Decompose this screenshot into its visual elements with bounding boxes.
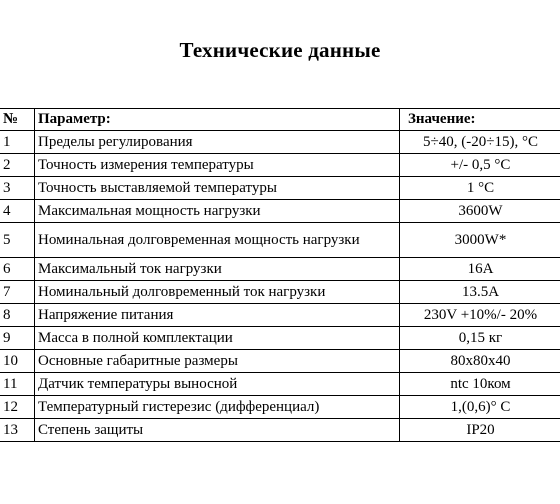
- row-value: 3000W*: [400, 223, 560, 258]
- table-row: [0, 304, 560, 327]
- row-parameter: Максимальная мощность нагрузки: [35, 200, 400, 223]
- table-row: [0, 200, 560, 223]
- row-value: 16А: [400, 258, 560, 281]
- row-value: 230V +10%/- 20%: [400, 304, 560, 327]
- row-parameter: Номинальная долговременная мощность нагрузки: [35, 223, 400, 258]
- row-number: 11: [0, 373, 35, 396]
- row-parameter: Температурный гистерезис (дифференциал): [35, 396, 400, 419]
- table-row: [0, 131, 560, 154]
- table-row: [0, 419, 560, 442]
- table-row: [0, 350, 560, 373]
- row-value: 3600W: [400, 200, 560, 223]
- row-parameter: Степень защиты: [35, 419, 400, 442]
- specifications-table: [0, 108, 560, 442]
- row-parameter: Максимальный ток нагрузки: [35, 258, 400, 281]
- row-parameter: Точность измерения температуры: [35, 154, 400, 177]
- row-value: 0,15 кг: [400, 327, 560, 350]
- row-parameter: Основные габаритные размеры: [35, 350, 400, 373]
- row-number: 10: [0, 350, 35, 373]
- row-parameter: Номинальный долговременный ток нагрузки: [35, 281, 400, 304]
- row-number: 13: [0, 419, 35, 442]
- row-parameter: Напряжение питания: [35, 304, 400, 327]
- table-row: [0, 373, 560, 396]
- row-number: 12: [0, 396, 35, 419]
- row-value: IP20: [400, 419, 560, 442]
- table-row: [0, 177, 560, 200]
- header-parameter: Параметр:: [35, 109, 400, 131]
- row-parameter: Масса в полной комплектации: [35, 327, 400, 350]
- row-number: 4: [0, 200, 35, 223]
- header-number: №: [0, 109, 35, 131]
- row-parameter: Точность выставляемой температуры: [35, 177, 400, 200]
- row-number: 6: [0, 258, 35, 281]
- row-number: 9: [0, 327, 35, 350]
- row-number: 5: [0, 223, 35, 258]
- row-number: 2: [0, 154, 35, 177]
- row-parameter: Пределы регулирования: [35, 131, 400, 154]
- table-row: [0, 223, 560, 258]
- row-parameter: Датчик температуры выносной: [35, 373, 400, 396]
- table-row: [0, 327, 560, 350]
- row-number: 3: [0, 177, 35, 200]
- page-title: Технические данные: [179, 38, 381, 62]
- row-value: 5÷40, (-20÷15), °С: [400, 131, 560, 154]
- row-value: 80х80х40: [400, 350, 560, 373]
- table-row: [0, 154, 560, 177]
- table-row: [0, 281, 560, 304]
- row-number: 1: [0, 131, 35, 154]
- table-header-row: [0, 109, 560, 131]
- table-row: [0, 258, 560, 281]
- row-value: ntc 10ком: [400, 373, 560, 396]
- row-value: 1,(0,6)° С: [400, 396, 560, 419]
- table-row: [0, 396, 560, 419]
- row-number: 7: [0, 281, 35, 304]
- header-value: Значение:: [400, 109, 560, 131]
- row-number: 8: [0, 304, 35, 327]
- row-value: 13.5А: [400, 281, 560, 304]
- row-value: 1 °С: [400, 177, 560, 200]
- row-value: +/- 0,5 °С: [400, 154, 560, 177]
